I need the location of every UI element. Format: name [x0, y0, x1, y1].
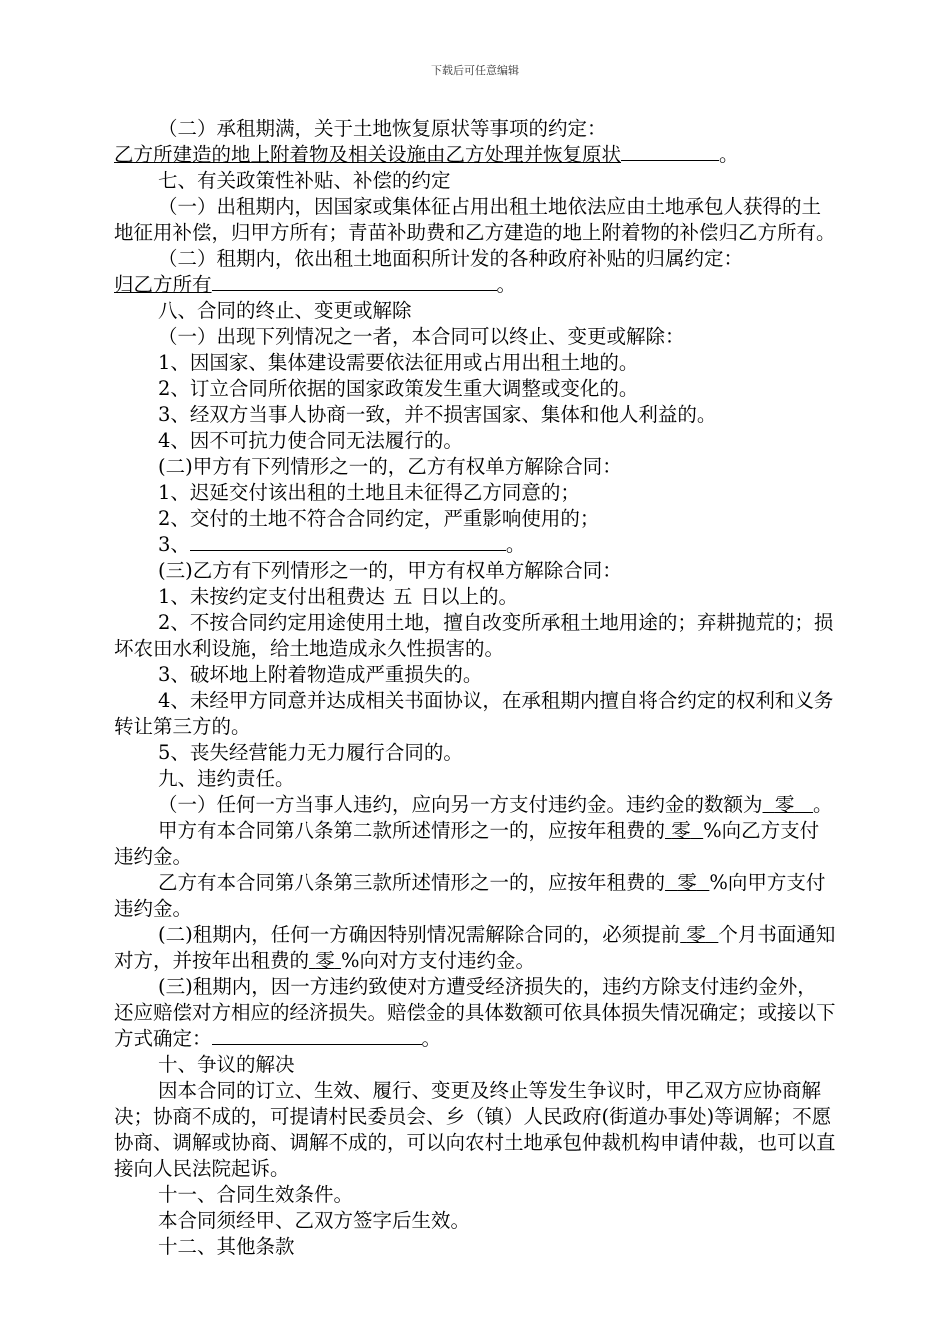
- list-item: 4、未经甲方同意并达成相关书面协议，在承租期内擅自将合约定的权利和义务转让第三方的。: [114, 689, 834, 738]
- text: 零: [677, 871, 697, 894]
- text: （二）租期内，依出租土地面积所计发的各种政府补贴的归属约定：: [158, 247, 744, 270]
- list-item: 2、订立合同所依据的国家政策发生重大调整或变化的。: [158, 377, 639, 400]
- text: (三)租期内，因一方违约致使对方遭受经济损失的，违约方除支付违约金外，还应赔偿对方相应的经济损失。赔偿金的具体数额可依具体损失情况确定；或接以下方式确定：: [114, 975, 836, 1050]
- text: 日以上的。: [420, 585, 518, 608]
- text: 。: [421, 1027, 442, 1050]
- text: 乙方有本合同第八条第三款所述情形之一的，应按年租费的: [158, 871, 666, 894]
- text: 零: [686, 923, 706, 946]
- clause-8-2: (二)甲方有下列情形之一的，乙方有权单方解除合同：: [158, 455, 622, 478]
- text: 。: [813, 793, 833, 816]
- filled-field-percent: [309, 949, 341, 972]
- text: 甲方有本合同第八条第二款所述情形之一的，应按年租费的: [158, 819, 666, 842]
- section-heading-8: 八、合同的终止、变更或解除: [158, 299, 412, 322]
- blank-line: [212, 272, 497, 291]
- list-item: 1、迟延交付该出租的土地且未征得乙方同意的；: [158, 481, 580, 504]
- list-item: 2、交付的土地不符合合同约定，严重影响使用的；: [158, 507, 600, 530]
- filled-field-percent-b: [665, 871, 709, 894]
- clause-9-1: [114, 792, 836, 818]
- list-item: 5、丧失经营能力无力履行合同的。: [158, 741, 463, 764]
- text: （一）任何一方当事人违约，应向另一方支付违约金。违约金的数额为: [158, 793, 763, 816]
- section-heading-10: 十、争议的解决: [158, 1053, 295, 1076]
- text: 3、: [158, 533, 190, 556]
- text: 。: [496, 273, 517, 296]
- list-item: 2、不按合同约定用途使用土地，擅自改变所承租土地用途的；弃耕抛荒的；损坏农田水利设施，给土地造成永久性损害的。: [114, 611, 834, 660]
- blank-line: [212, 1026, 422, 1045]
- clause-9-3: [114, 974, 836, 1052]
- filled-field-subsidy: 归乙方所有: [114, 273, 212, 296]
- clause-9-2: [114, 922, 836, 974]
- blank-line: [621, 142, 719, 161]
- text: 个月书面通知对方，并按年出租费的: [114, 923, 836, 972]
- clause-party-b-penalty: [114, 870, 836, 922]
- list-item: 3、破坏地上附着物造成严重损失的。: [158, 663, 483, 686]
- section-heading-9: 九、违约责任。: [158, 767, 295, 790]
- list-item: 1、因国家、集体建设需要依法征用或占用出租土地的。: [158, 351, 639, 374]
- filled-field-days: 五: [392, 585, 413, 608]
- text: %向乙方支付违约金。: [114, 819, 820, 868]
- text: （二）承租期满，关于土地恢复原状等事项的约定：: [158, 117, 607, 140]
- clause-8-1: （一）出现下列情况之一者，本合同可以终止、变更或解除：: [158, 325, 685, 348]
- text: 零: [315, 949, 335, 972]
- text: %向甲方支付违约金。: [114, 871, 826, 920]
- paragraph-dispute: 因本合同的订立、生效、履行、变更及终止等发生争议时，甲乙双方应协商解决；协商不成的，可提请村民委员会、乡（镇）人民政府(街道办事处)等调解；不愿协商、调解或协商、调解不成的，可以向农村土地承包仲裁机构申请仲裁，也可以直接向人民法院起诉。: [114, 1079, 836, 1180]
- list-item: [114, 532, 836, 558]
- paragraph-subsidy: [114, 246, 836, 298]
- text: 1、未按约定支付出租费达: [158, 585, 385, 608]
- section-heading-12: 十二、其他条款: [158, 1235, 295, 1258]
- text: (二)租期内，任何一方确因特别情况需解除合同的，必须提前: [158, 923, 681, 946]
- text: 零: [774, 793, 795, 816]
- clause-8-3: (三)乙方有下列情形之一的，甲方有权单方解除合同：: [158, 559, 622, 582]
- text: %向对方支付违约金。: [340, 949, 535, 972]
- list-item: 4、因不可抗力使合同无法履行的。: [158, 429, 463, 452]
- text: 零: [671, 819, 691, 842]
- clause-party-a-penalty: [114, 818, 836, 870]
- section-heading-11: 十一、合同生效条件。: [158, 1183, 354, 1206]
- blank-line: [190, 532, 506, 551]
- paragraph-effective: 本合同须经甲、乙双方签字后生效。: [158, 1209, 471, 1232]
- list-item: [114, 584, 836, 610]
- text: 。: [505, 533, 526, 556]
- page-header: 下载后可任意编辑: [431, 64, 519, 77]
- paragraph-compensation: （一）出租期内，因国家或集体征占用出租土地依法应由土地承包人获得的土地征用补偿，归甲方所有；青苗补助费和乙方建造的地上附着物的补偿归乙方所有。: [114, 195, 836, 244]
- list-item: 3、经双方当事人协商一致，并不损害国家、集体和他人利益的。: [158, 403, 717, 426]
- contract-body: [114, 116, 836, 1260]
- filled-field-percent-a: [665, 819, 703, 842]
- filled-field-penalty: [763, 793, 814, 816]
- section-heading-7: 七、有关政策性补贴、补偿的约定: [158, 169, 451, 192]
- paragraph-restoration: [114, 116, 836, 168]
- filled-field-restoration: 乙方所建造的地上附着物及相关设施由乙方处理并恢复原状: [114, 143, 622, 166]
- text: 。: [719, 143, 739, 166]
- filled-field-months: [680, 923, 718, 946]
